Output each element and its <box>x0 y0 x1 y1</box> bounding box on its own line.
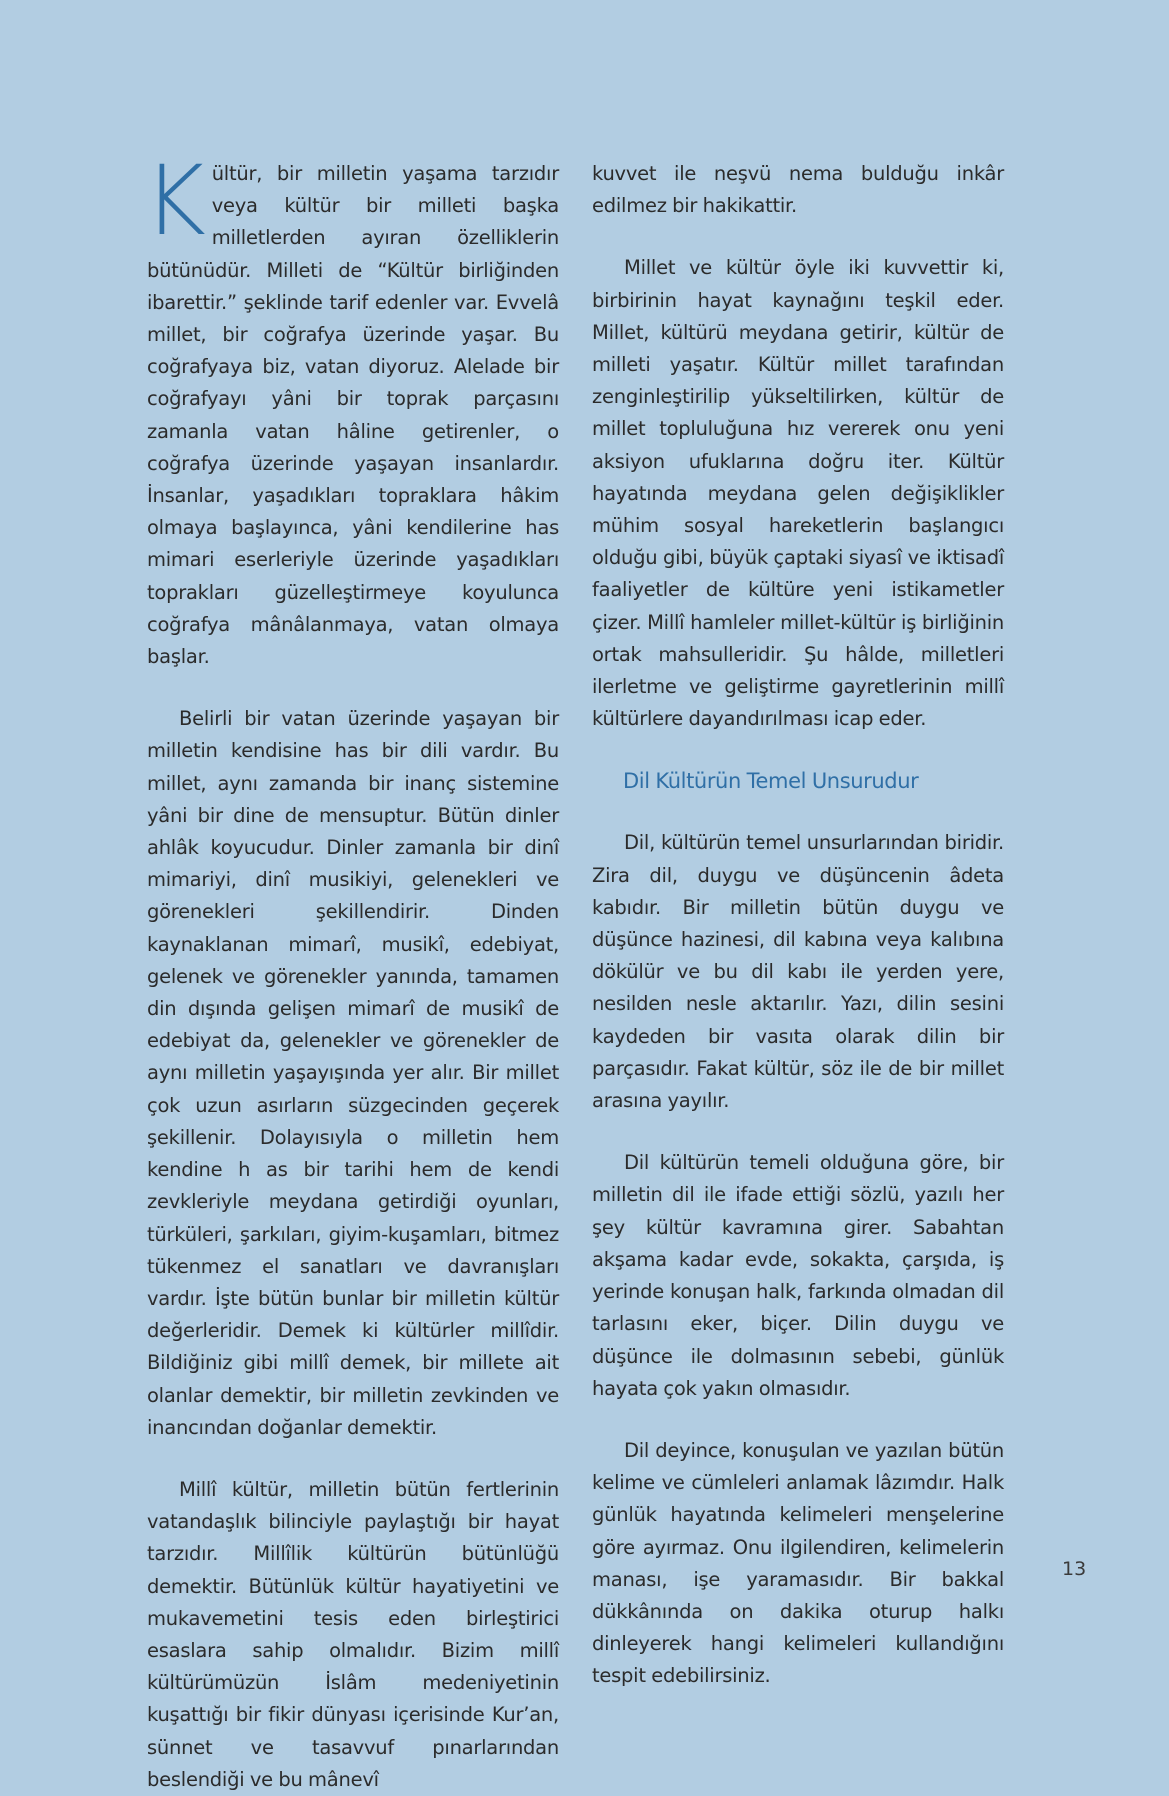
body-paragraph: Belirli bir vatan üzerinde yaşayan bir milletin kendisine has bir dili vardır. Bu millet, aynı zamanda bir inanç sistemine yâni bir dine de mensuptur. Bütün dinler ahlâk koyucudur. Dinler zamanla bir dinî mimariyi, dinî musikiyi, gelenekleri ve görenekleri şekillendirir. Dinden kaynaklanan mimarî, musikî, edebiyat, gelenek ve görenekler yanında, tamamen din dışında gelişen mimarî de musikî de edebiyat da, gelenekler ve görenekler de aynı milletin yaşayışında yer alır. Bir millet çok uzun asırların süzgecinden geçerek şekillenir. Dolayısıyla o milletin hem kendine h as bir tarihi hem de kendi zevkleriyle meydana getirdiği oyunları, türküleri, şarkıları, giyim-kuşamları, bitmez tükenmez el sanatları ve davranışları vardır. İşte bütün bunlar bir milletin kültür değerleridir. Demek ki kültürler millîdir. Bildiğiniz gibi millî demek, bir millete ait olanlar demektir, bir milletin zevkinden ve inancından doğanlar demektir. <box>147 707 559 1439</box>
section-heading: Dil Kültürün Temel Unsurudur <box>623 769 919 794</box>
body-paragraph: Millet ve kültür öyle iki kuvvettir ki, birbirinin hayat kaynağını teşkil eder. Millet, kültürü meydana getirir, kültür de milleti yaşatır. Kültür millet tarafından zenginleştirilip yükseltilirken, kültür de millet topluluğuna hız vererek onu yeni aksiyon ufuklarına doğru iter. Kültür hayatında meydana gelen değişiklikler mühim sosyal hareketlerin başlangıcı olduğu gibi, büyük çaptaki siyasî ve iktisadî faaliyetler de kültüre yeni istikametler çizer. Millî hamleler millet-kültür iş birliğinin ortak mahsulleridir. Şu hâlde, milletleri ilerletme ve geliştirme gayretlerinin millî kültürlere dayandırılması icap eder. <box>592 256 1004 731</box>
continued-paragraph: kuvvet ile neşvü nema bulduğu inkâr edilmez bir hakikattir. <box>592 162 1004 218</box>
right-column <box>592 158 1004 1693</box>
intro-paragraph <box>143 145 559 673</box>
body-paragraph: Millî kültür, milletin bütün fertlerinin vatandaşlık bilinciyle paylaştığı bir hayat tarzıdır. Millîlik kültürün bütünlüğü demektir. Bütünlük kültür hayatiyetini ve mukavemetini tesis eden birleştirici esaslara sahip olmalıdır. Bizim millî kültürümüzün İslâm medeniyetinin kuşattığı bir fikir dünyası içerisinde Kur’an, sünnet ve tasavvuf pınarlarından beslendiği ve bu mânevî <box>147 1477 559 1791</box>
body-paragraph: Dil kültürün temeli olduğuna göre, bir milletin dil ile ifade ettiği sözlü, yazılı her şey kültür kavramına girer. Sabahtan akşama kadar evde, sokakta, çarşıda, iş yerinde konuşan halk, farkında olmadan dil tarlasını eker, biçer. Dilin duygu ve düşünce ile dolmasının sebebi, günlük hayata çok yakın olmasıdır. <box>592 1151 1004 1400</box>
body-paragraph: Dil, kültürün temel unsurlarından biridir. Zira dil, duygu ve düşüncenin âdeta kabıdır. Bir milletin bütün duygu ve düşünce hazinesi, dil kabına veya kalıbına dökülür ve bu dil kabı ile yerden yere, nesilden nesle aktarılır. Yazı, dilin sesini kaydeden bir vasıta olarak dilin bir parçasıdır. Fakat kültür, söz ile de bir millet arasına yayılır. <box>592 831 1004 1113</box>
page-number: 13 <box>1062 1558 1087 1580</box>
intro-paragraph-text: ültür, bir milletin yaşama tarzıdır veya kültür bir milleti başka milletlerden ayıran özelliklerin bütünüdür. Milleti de “Kültür birliğinden ibarettir.” şeklinde tarif edenler var. Evvelâ millet, bir coğrafya üzerinde yaşar. Bu coğrafyaya biz, vatan diyoruz. Alelade bir coğrafyayı yâni bir toprak parçasını zamanla vatan hâline getirenler, o coğrafya üzerinde yaşayan insanlardır. İnsanlar, yaşadıkları topraklara hâkim olmaya başlayınca, yâni kendilerine has mimari eserleriyle üzerinde yaşadıkları toprakları güzelleştirmeye koyulunca coğrafya mânâlanmaya, vatan olmaya başlar. <box>147 162 559 669</box>
dropcap-letter: K <box>143 145 206 257</box>
body-paragraph: Dil deyince, konuşulan ve yazılan bütün kelime ve cümleleri anlamak lâzımdır. Halk günlük hayatında kelimeleri menşelerine göre ayırmaz. Onu ilgilendiren, kelimelerin manası, işe yaramasıdır. Bir bakkal dükkânında on dakika oturup halkı dinleyerek hangi kelimeleri kullandığını tespit edebilirsiniz. <box>592 1438 1004 1688</box>
left-column <box>143 145 559 1796</box>
